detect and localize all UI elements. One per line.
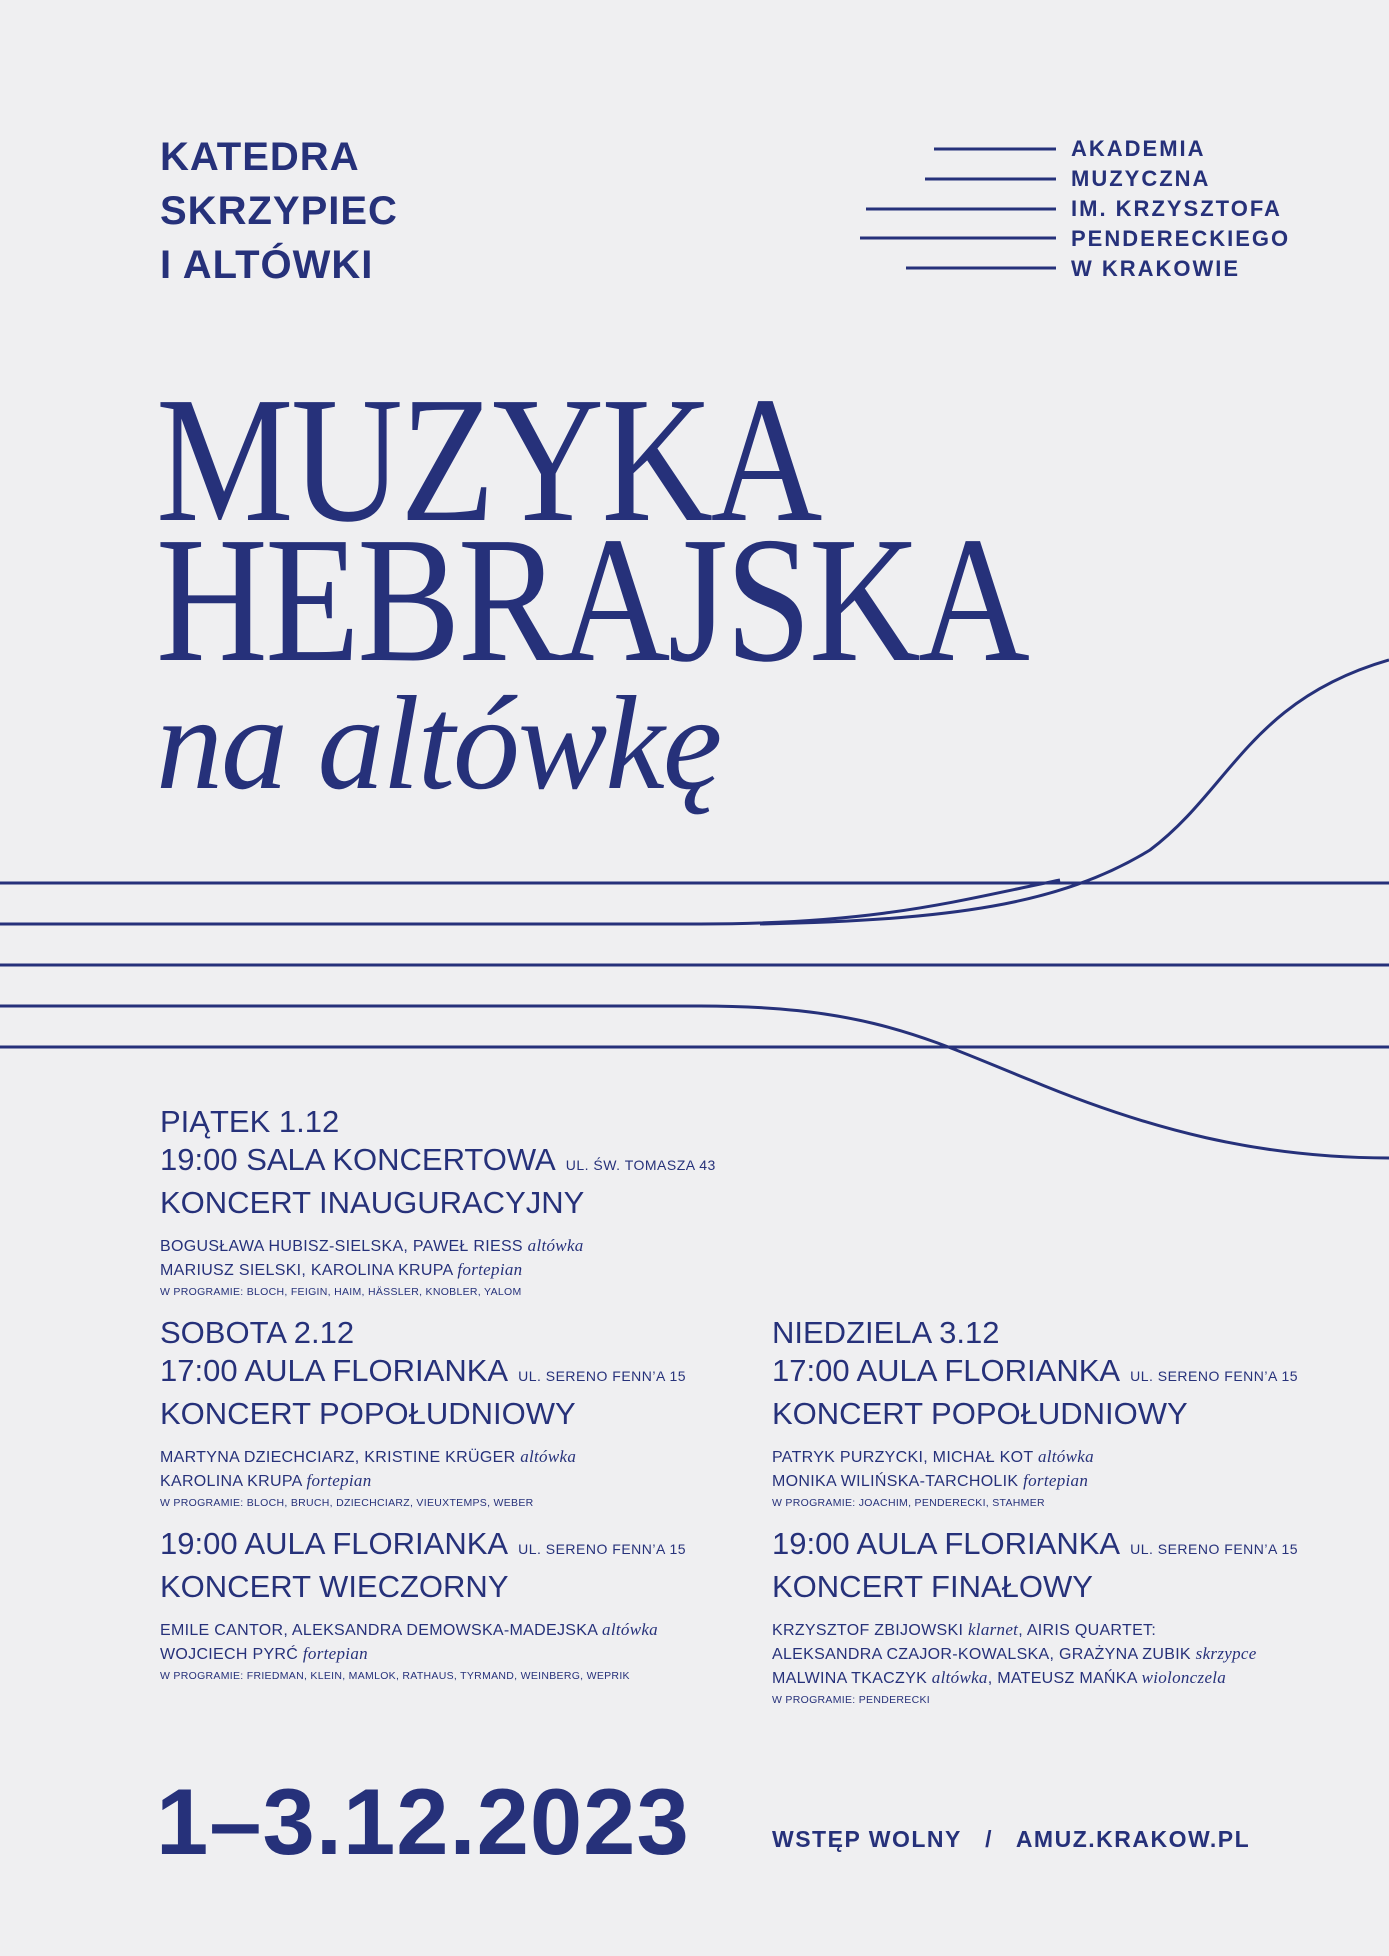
performers: , MATEUSZ MAŃKA [987,1670,1137,1687]
instrument: fortepian [1023,1471,1089,1490]
academy-line: IM. KRZYSZTOFA [1071,196,1282,221]
event-address: UL. SERENO FENN’A 15 [1130,1541,1299,1557]
performers: EMILE CANTOR, ALEKSANDRA DEMOWSKA-MADEJSKA [160,1622,598,1639]
instrument: altówka [602,1620,658,1639]
academy-logo [1071,134,1290,284]
event-address: UL. ŚW. TOMASZA 43 [565,1157,716,1173]
title-line-3: na altówkę [156,669,721,817]
event-address: UL. SERENO FENN’A 15 [518,1368,687,1384]
department-name [160,130,398,292]
academy-line: AKADEMIA [1071,136,1206,161]
performers: MONIKA WILIŃSKA-TARCHOLIK [772,1473,1019,1490]
instrument: fortepian [457,1260,523,1279]
performers: KRZYSZTOF ZBIJOWSKI [772,1622,964,1639]
event-address: UL. SERENO FENN’A 15 [518,1541,687,1557]
academy-line: MUZYCZNA [1071,166,1211,191]
event-sunday-afternoon [772,1314,1298,1511]
event-time-venue: 17:00 AULA FLORIANKA [160,1353,509,1388]
performers: KAROLINA KRUPA [160,1473,302,1490]
event-program: W PROGRAMIE: BLOCH, FEIGIN, HAIM, HÄSSLER, KNOBLER, YALOM [160,1286,522,1298]
instrument: fortepian [302,1644,368,1663]
instrument: altówka [527,1236,584,1255]
festival-dates: 1–3.12.2023 [156,1769,690,1874]
event-saturday-afternoon [160,1314,686,1511]
event-address: UL. SERENO FENN’A 15 [1130,1368,1299,1384]
title-line-1: MUZYKA [156,360,820,559]
instrument: wiolonczela [1141,1668,1227,1687]
academy-line: W KRAKOWIE [1071,256,1241,281]
event-time-venue: 19:00 AULA FLORIANKA [772,1526,1121,1561]
event-program: W PROGRAMIE: PENDERECKI [772,1694,931,1706]
title-line-2: HEBRAJSKA [156,500,1028,699]
event-program: W PROGRAMIE: JOACHIM, PENDERECKI, STAHMER [772,1497,1045,1509]
instrument: skrzypce [1195,1644,1257,1663]
event-time-venue: 19:00 SALA KONCERTOWA [160,1142,556,1177]
event-program: W PROGRAMIE: BLOCH, BRUCH, DZIECHCIARZ, VIEUXTEMPS, WEBER [160,1497,534,1509]
performers: ALEKSANDRA CZAJOR-KOWALSKA, GRAŻYNA ZUBIK [772,1646,1191,1663]
performers: BOGUSŁAWA HUBISZ-SIELSKA, PAWEŁ RIESS [160,1238,523,1255]
event-day: NIEDZIELA 3.12 [772,1315,1000,1350]
event-program: W PROGRAMIE: FRIEDMAN, KLEIN, MAMLOK, RATHAUS, TYRMAND, WEINBERG, WEPRIK [160,1670,630,1682]
event-time-venue: 17:00 AULA FLORIANKA [772,1353,1121,1388]
department-line: KATEDRA [160,135,360,179]
performers: PATRYK PURZYCKI, MICHAŁ KOT [772,1449,1034,1466]
event-concert: KONCERT FINAŁOWY [772,1569,1093,1604]
instrument: fortepian [306,1471,372,1490]
event-time-venue: 19:00 AULA FLORIANKA [160,1526,509,1561]
instrument: altówka [520,1447,577,1466]
footer-info: WSTĘP WOLNY / AMUZ.KRAKOW.PL [772,1826,1251,1852]
academy-line: PENDERECKIEGO [1071,226,1291,251]
event-saturday-evening [160,1525,686,1684]
instrument: klarnet [967,1620,1019,1639]
performers: , AIRIS QUARTET: [1018,1622,1157,1639]
event-sunday-evening [772,1525,1298,1708]
performers: MARTYNA DZIECHCIARZ, KRISTINE KRÜGER [160,1449,516,1466]
event-concert: KONCERT INAUGURACYJNY [160,1185,585,1220]
instrument: altówka [1037,1447,1094,1466]
performers: MALWINA TKACZYK [772,1670,928,1687]
event-day: PIĄTEK 1.12 [160,1104,340,1139]
instrument: altówka [931,1668,988,1687]
event-concert: KONCERT POPOŁUDNIOWY [160,1396,576,1431]
event-day: SOBOTA 2.12 [160,1315,355,1350]
performers: MARIUSZ SIELSKI, KAROLINA KRUPA [160,1262,453,1279]
performers: WOJCIECH PYRĆ [160,1646,299,1663]
event-concert: KONCERT WIECZORNY [160,1569,509,1604]
event-concert: KONCERT POPOŁUDNIOWY [772,1396,1188,1431]
department-line: I ALTÓWKI [160,243,374,287]
department-line: SKRZYPIEC [160,189,398,233]
event-friday [160,1103,716,1300]
